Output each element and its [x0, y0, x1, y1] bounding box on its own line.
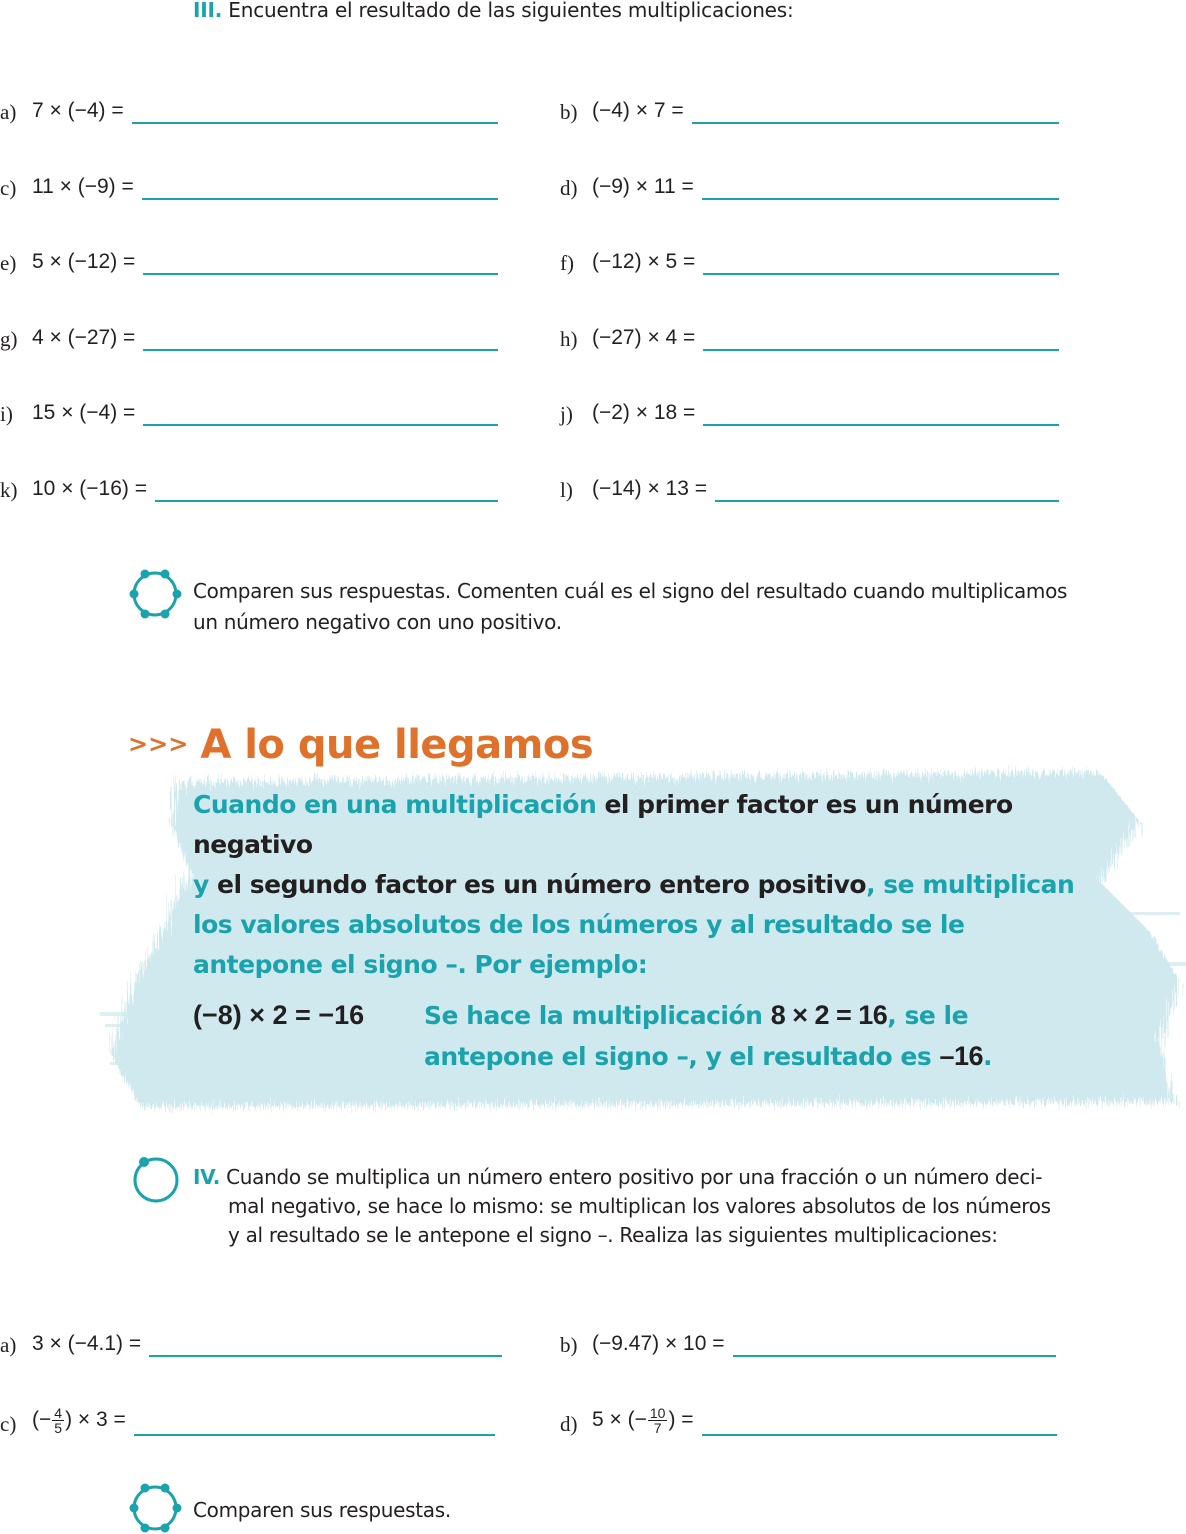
instruction-3 [193, 0, 794, 25]
expression-prefix: 5 × (− [592, 1408, 647, 1432]
fraction [52, 1406, 64, 1435]
answer-line[interactable] [143, 404, 498, 426]
exercise-3h [560, 317, 1059, 351]
conclusion-paragraph [193, 785, 1093, 985]
instruction-4-line-2: mal negativo, se hace lo mismo: se multiplican los valores absolutos de los números [228, 1194, 1051, 1218]
exercise-3e [0, 241, 498, 275]
example-text-3: . [983, 1042, 993, 1071]
expression-prefix: (− [32, 1408, 52, 1432]
concept-teal-c: , se multiplican los valores absolutos de los números y al resultado se le antepone el signo –. Por ejemplo: [193, 870, 1075, 979]
exercise-expression: 7 × (−4) = [32, 99, 124, 122]
example-number-2: –16 [939, 1041, 984, 1071]
fraction-numerator: 4 [54, 1405, 63, 1421]
exercise-3c [0, 166, 498, 200]
exercise-expression [32, 1406, 126, 1436]
compare-comment-3 [193, 576, 1067, 638]
exercise-label: c) [0, 1412, 17, 1436]
exercise-label: d) [560, 1412, 578, 1436]
fraction-denominator: 7 [653, 1420, 662, 1436]
answer-line[interactable] [703, 253, 1059, 275]
exercise-expression: (−9.47) × 10 = [592, 1332, 725, 1355]
exercise-3j [560, 392, 1059, 426]
exercise-label: l) [560, 478, 573, 502]
exercise-3k [0, 468, 498, 502]
exercise-expression: (−2) × 18 = [592, 401, 696, 424]
answer-line[interactable] [143, 253, 498, 275]
concept-dark-a: el primer factor es un número negativo [193, 790, 1013, 859]
fraction [648, 1406, 668, 1435]
fraction-numerator: 10 [649, 1405, 666, 1421]
compare-line-1: Comparen sus respuestas. Comenten cuál es el signo del resultado cuando multiplicamos [193, 579, 1068, 603]
exercise-3d [560, 166, 1059, 200]
answer-line[interactable] [149, 1335, 502, 1357]
answer-line[interactable] [733, 1335, 1056, 1357]
answer-line[interactable] [143, 329, 498, 351]
exercise-4b [560, 1323, 1056, 1357]
example-text-2: , se le antepone el signo –, y el resultado es [424, 1001, 969, 1071]
exercise-label: c) [0, 176, 17, 200]
exercise-expression: 15 × (−4) = [32, 401, 136, 424]
roman-numeral-4: IV. [193, 1165, 221, 1189]
answer-line[interactable] [703, 329, 1059, 351]
exercise-label: h) [560, 327, 578, 351]
exercise-expression: 5 × (−12) = [32, 250, 136, 273]
example-text-1: Se hace la multiplicación [424, 1001, 771, 1030]
instruction-4-line-1: Cuando se multiplica un número entero positivo por una fracción o un número deci- [226, 1165, 1043, 1189]
team-work-icon [127, 568, 185, 620]
expression-suffix: ) = [668, 1408, 694, 1432]
example-equation: (−8) × 2 = −16 [193, 1000, 365, 1030]
exercise-3g [0, 317, 498, 351]
answer-line[interactable] [134, 1414, 495, 1436]
answer-line[interactable] [703, 404, 1059, 426]
conclusion-title-text: A lo que llegamos [200, 722, 594, 768]
expression-suffix: ) × 3 = [65, 1408, 126, 1432]
exercise-expression: 10 × (−16) = [32, 477, 147, 500]
instruction-3-text: Encuentra el resultado de las siguientes multiplicaciones: [228, 0, 794, 22]
instruction-4 [193, 1163, 1083, 1250]
exercise-4c [0, 1396, 495, 1436]
compare-comment-4: Comparen sus respuestas. [193, 1498, 451, 1522]
exercise-label: a) [0, 100, 17, 124]
exercise-3a [0, 90, 498, 124]
exercise-3i [0, 392, 498, 426]
exercise-label: e) [0, 251, 17, 275]
exercise-3b [560, 90, 1059, 124]
exercise-label: i) [0, 402, 13, 426]
exercise-label: b) [560, 100, 578, 124]
exercise-4a [0, 1323, 502, 1357]
exercise-expression: 3 × (−4.1) = [32, 1332, 142, 1355]
instruction-4-line-3: y al resultado se le antepone el signo –. Realiza las siguientes multiplicaciones: [228, 1223, 998, 1247]
example-explanation [424, 995, 1104, 1077]
chevrons-icon: >>> [128, 730, 189, 758]
exercise-expression: (−9) × 11 = [592, 175, 694, 198]
exercise-label: g) [0, 327, 18, 351]
example-number-1: 8 × 2 = 16 [770, 1000, 888, 1030]
answer-line[interactable] [702, 1414, 1057, 1436]
fraction-denominator: 5 [54, 1420, 63, 1436]
exercise-expression: (−27) × 4 = [592, 326, 696, 349]
exercise-expression: 11 × (−9) = [32, 175, 134, 198]
concept-dark-b: el segundo factor es un número entero positivo [208, 870, 867, 899]
answer-line[interactable] [692, 102, 1059, 124]
answer-line[interactable] [142, 178, 498, 200]
answer-line[interactable] [132, 102, 498, 124]
exercise-label: f) [560, 251, 574, 275]
exercise-label: a) [0, 1333, 17, 1357]
compare-line-2: un número negativo con uno positivo. [193, 610, 562, 634]
exercise-3l [560, 468, 1059, 502]
individual-work-icon [130, 1154, 182, 1206]
roman-numeral-3: III. [193, 0, 223, 22]
exercise-3f [560, 241, 1059, 275]
exercise-4d [560, 1396, 1057, 1436]
exercise-expression: 4 × (−27) = [32, 326, 136, 349]
answer-line[interactable] [702, 178, 1059, 200]
exercise-label: b) [560, 1333, 578, 1357]
answer-line[interactable] [155, 480, 498, 502]
team-work-icon [127, 1482, 185, 1534]
exercise-label: k) [0, 478, 18, 502]
concept-teal-a: Cuando en una multiplicación [193, 790, 597, 819]
concept-teal-b: y [193, 870, 209, 899]
answer-line[interactable] [715, 480, 1059, 502]
exercise-expression: (−4) × 7 = [592, 99, 684, 122]
exercise-label: j) [560, 402, 573, 426]
exercise-expression: (−12) × 5 = [592, 250, 696, 273]
exercise-expression: (−14) × 13 = [592, 477, 707, 500]
exercise-expression [592, 1406, 694, 1436]
exercise-label: d) [560, 176, 578, 200]
